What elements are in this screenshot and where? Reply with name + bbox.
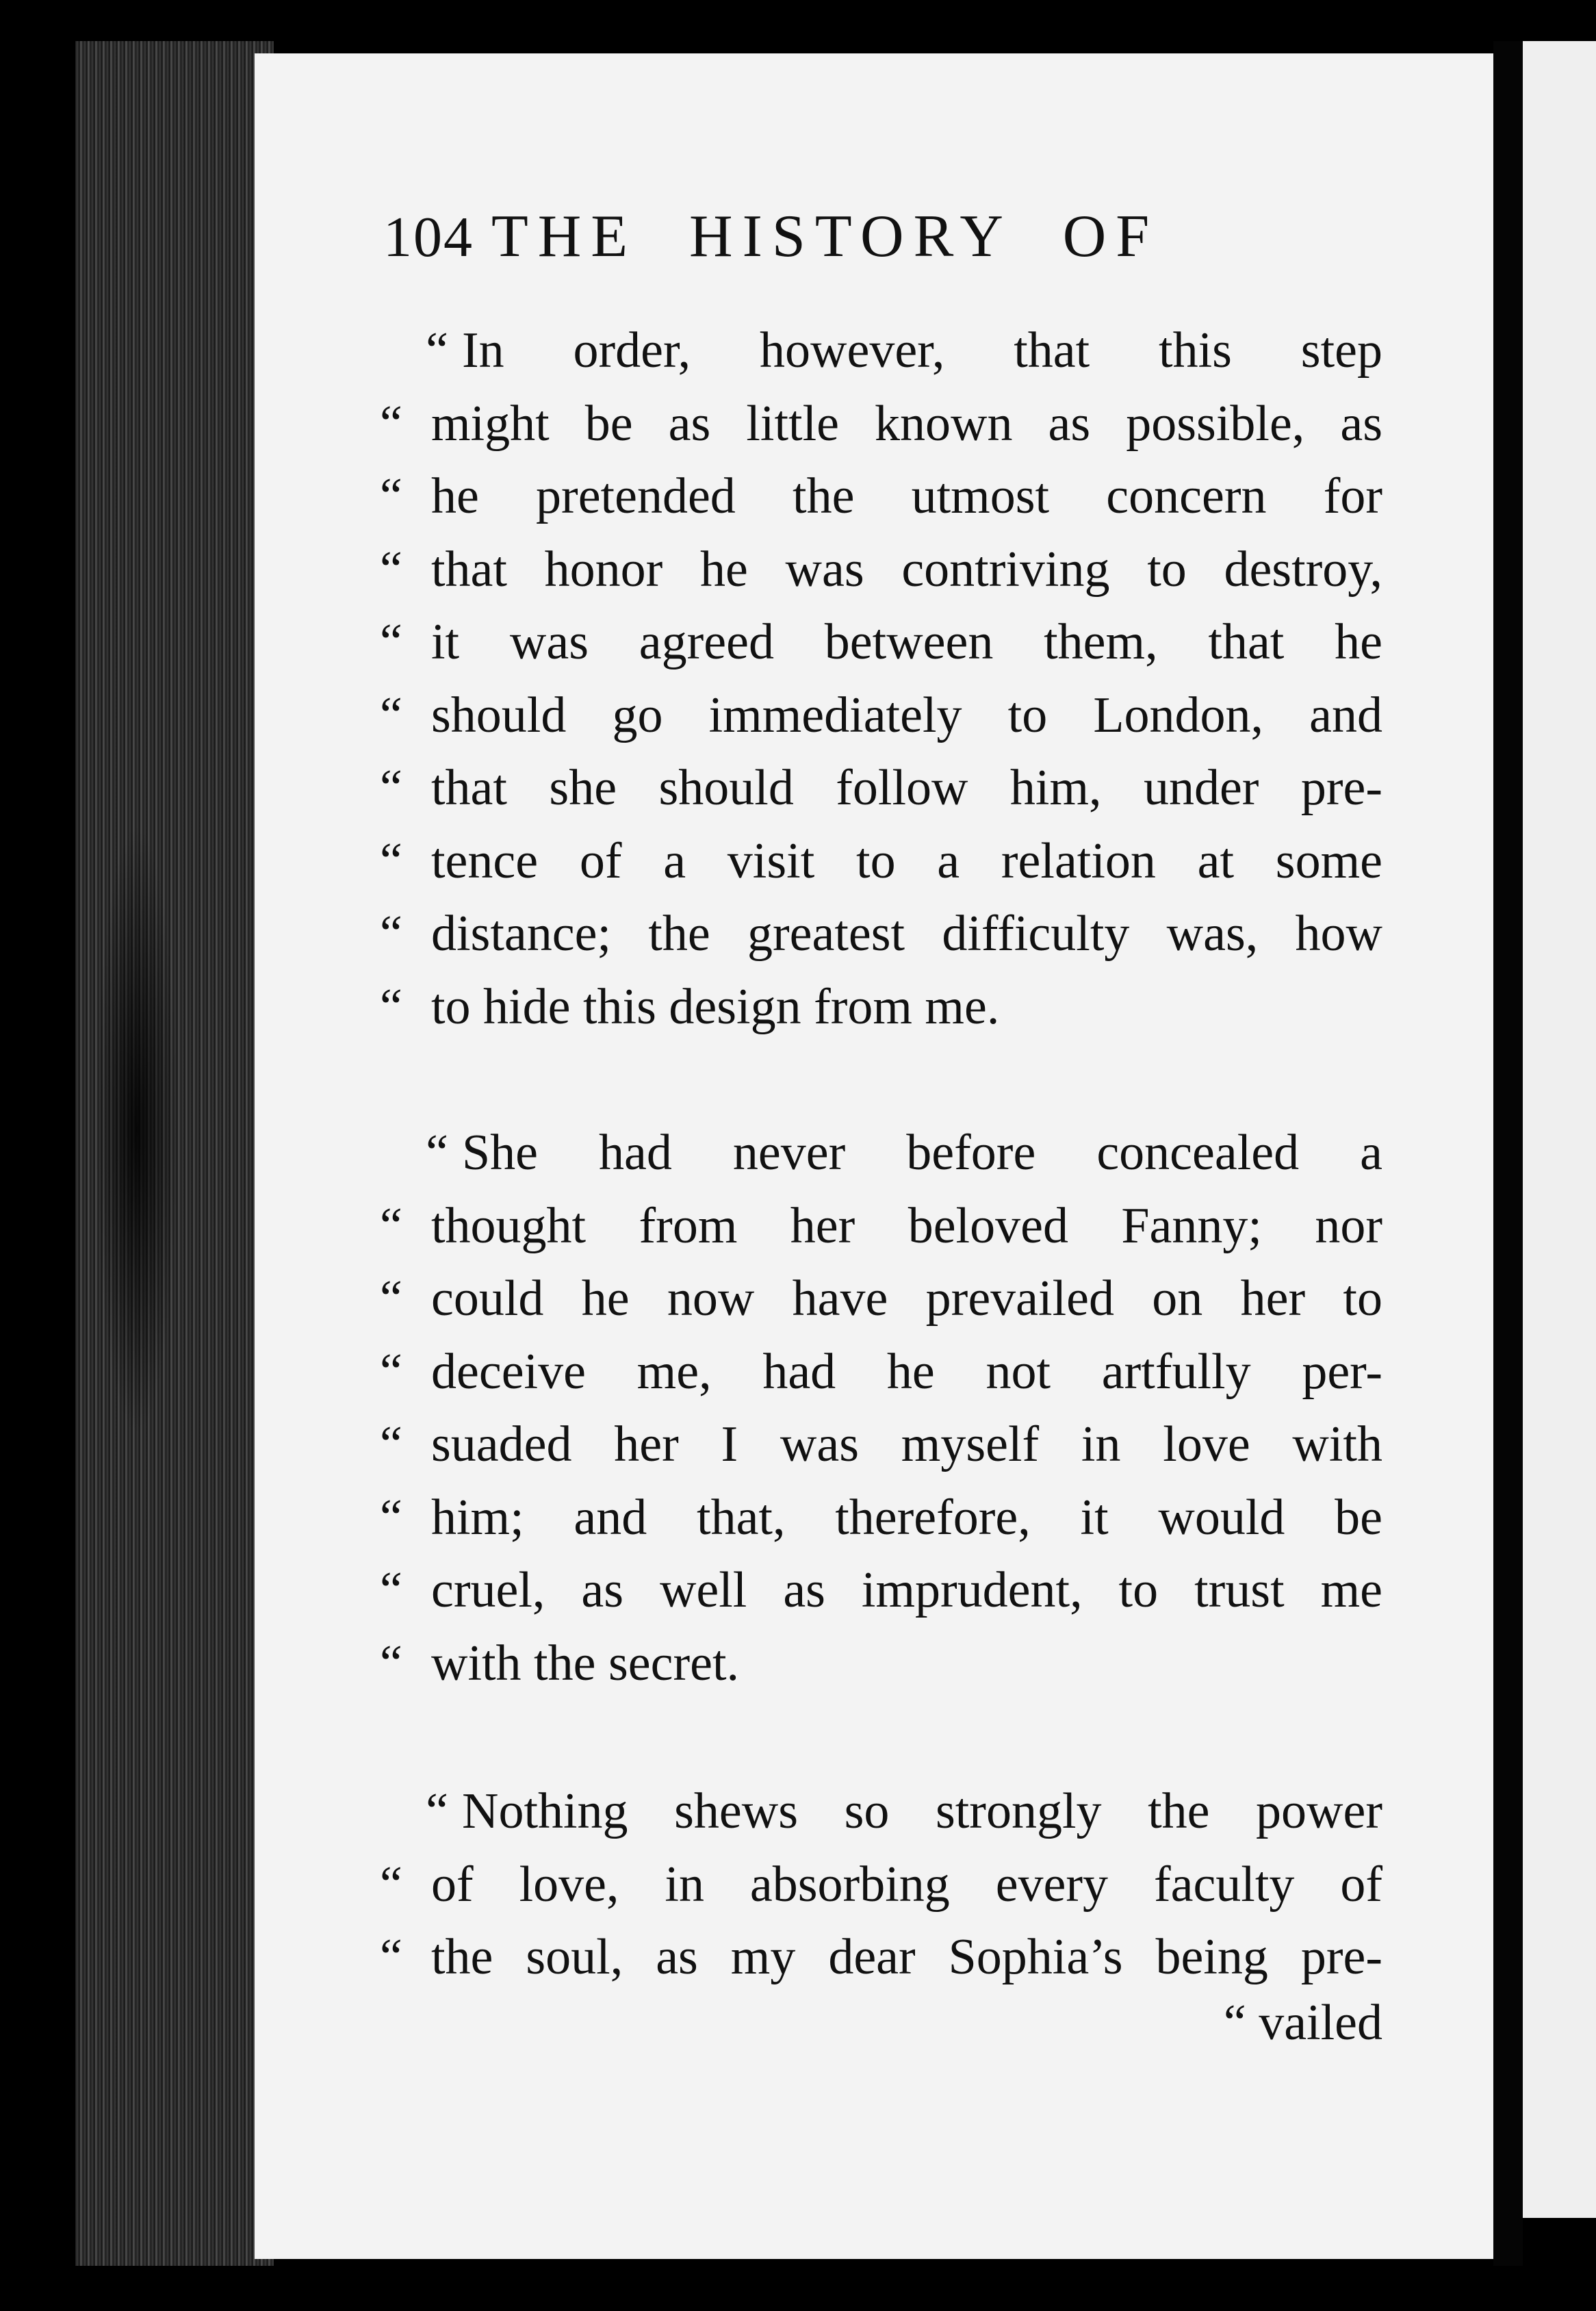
text-line	[380, 533, 1382, 607]
line-text: to hide this design from me.	[431, 978, 1000, 1035]
book-gutter	[1493, 41, 1523, 2266]
text-line	[380, 1481, 1382, 1555]
text-line	[380, 1554, 1382, 1627]
text-line	[380, 1116, 1382, 1190]
text-line	[380, 752, 1382, 825]
quote-mark: “	[380, 614, 402, 670]
line-text: him; and that, therefore, it would be	[431, 1489, 1382, 1546]
quote-mark: “	[426, 1125, 448, 1181]
quote-mark: “	[380, 687, 402, 743]
line-text: distance; the greatest difficulty was, how	[431, 906, 1382, 962]
quote-mark: “	[380, 832, 402, 889]
line-text: of love, in absorbing every faculty of	[431, 1856, 1382, 1913]
line-text: In order, however, that this step	[462, 322, 1382, 379]
paragraph-3	[380, 1775, 1382, 1994]
text-line	[380, 1848, 1382, 1921]
line-text: the soul, as my dear Sophia’s being pre-	[431, 1929, 1382, 1985]
paragraph-2	[380, 1116, 1382, 1700]
quote-mark: “	[426, 322, 448, 379]
text-line	[380, 897, 1382, 971]
running-title: THE HISTORY OF	[491, 203, 1159, 270]
catchword: “ vailed	[1223, 1995, 1382, 2051]
quote-mark: “	[380, 760, 402, 816]
text-line	[380, 679, 1382, 752]
quote-mark: “	[380, 1197, 402, 1254]
line-text: could he now have prevailed on her to	[431, 1271, 1382, 1327]
paragraph-1	[380, 314, 1382, 1043]
line-text: that honor he was contriving to destroy,	[431, 541, 1382, 598]
text-line	[380, 1921, 1382, 1994]
quote-mark: “	[380, 1343, 402, 1400]
line-text: She had never before concealed a	[462, 1125, 1382, 1181]
facing-page-edge	[1523, 41, 1596, 2218]
quote-mark: “	[380, 395, 402, 452]
quote-mark: “	[380, 1635, 402, 1691]
quote-mark: “	[380, 1271, 402, 1327]
line-text: with the secret.	[431, 1635, 739, 1691]
line-text: deceive me, had he not artfully per-	[431, 1343, 1382, 1400]
line-text: thought from her beloved Fanny; nor	[431, 1197, 1382, 1254]
page-edge-shadow	[96, 821, 178, 1438]
quote-mark: “	[380, 1856, 402, 1913]
text-line	[380, 825, 1382, 898]
text-line	[380, 1775, 1382, 1848]
quote-mark: “	[380, 1489, 402, 1546]
text-line	[380, 1408, 1382, 1481]
quote-mark: “	[426, 1783, 448, 1839]
quote-mark: “	[380, 468, 402, 524]
page-header	[383, 202, 1159, 271]
quote-mark: “	[380, 906, 402, 962]
text-line	[380, 314, 1382, 387]
line-text: should go immediately to London, and	[431, 687, 1382, 743]
line-text: Nothing shews so strongly the power	[462, 1783, 1382, 1839]
line-text: cruel, as well as imprudent, to trust me	[431, 1562, 1382, 1618]
line-text: that she should follow him, under pre-	[431, 760, 1382, 816]
text-line	[380, 387, 1382, 461]
quote-mark: “	[380, 1416, 402, 1472]
quote-mark: “	[380, 541, 402, 598]
quote-mark: “	[380, 978, 402, 1035]
text-line	[380, 1190, 1382, 1263]
text-line	[380, 1336, 1382, 1409]
quote-mark: “	[380, 1929, 402, 1985]
page-number: 104	[383, 205, 474, 269]
line-text: he pretended the utmost concern for	[431, 468, 1382, 524]
line-text: might be as little known as possible, as	[431, 395, 1382, 452]
line-text: suaded her I was myself in love with	[431, 1416, 1382, 1472]
text-line	[380, 1262, 1382, 1336]
text-line	[380, 971, 1382, 1044]
text-line	[380, 1627, 1382, 1700]
text-line	[380, 460, 1382, 533]
line-text: it was agreed between them, that he	[431, 614, 1382, 670]
quote-mark: “	[380, 1562, 402, 1618]
text-line	[380, 606, 1382, 679]
line-text: tence of a visit to a relation at some	[431, 832, 1382, 889]
